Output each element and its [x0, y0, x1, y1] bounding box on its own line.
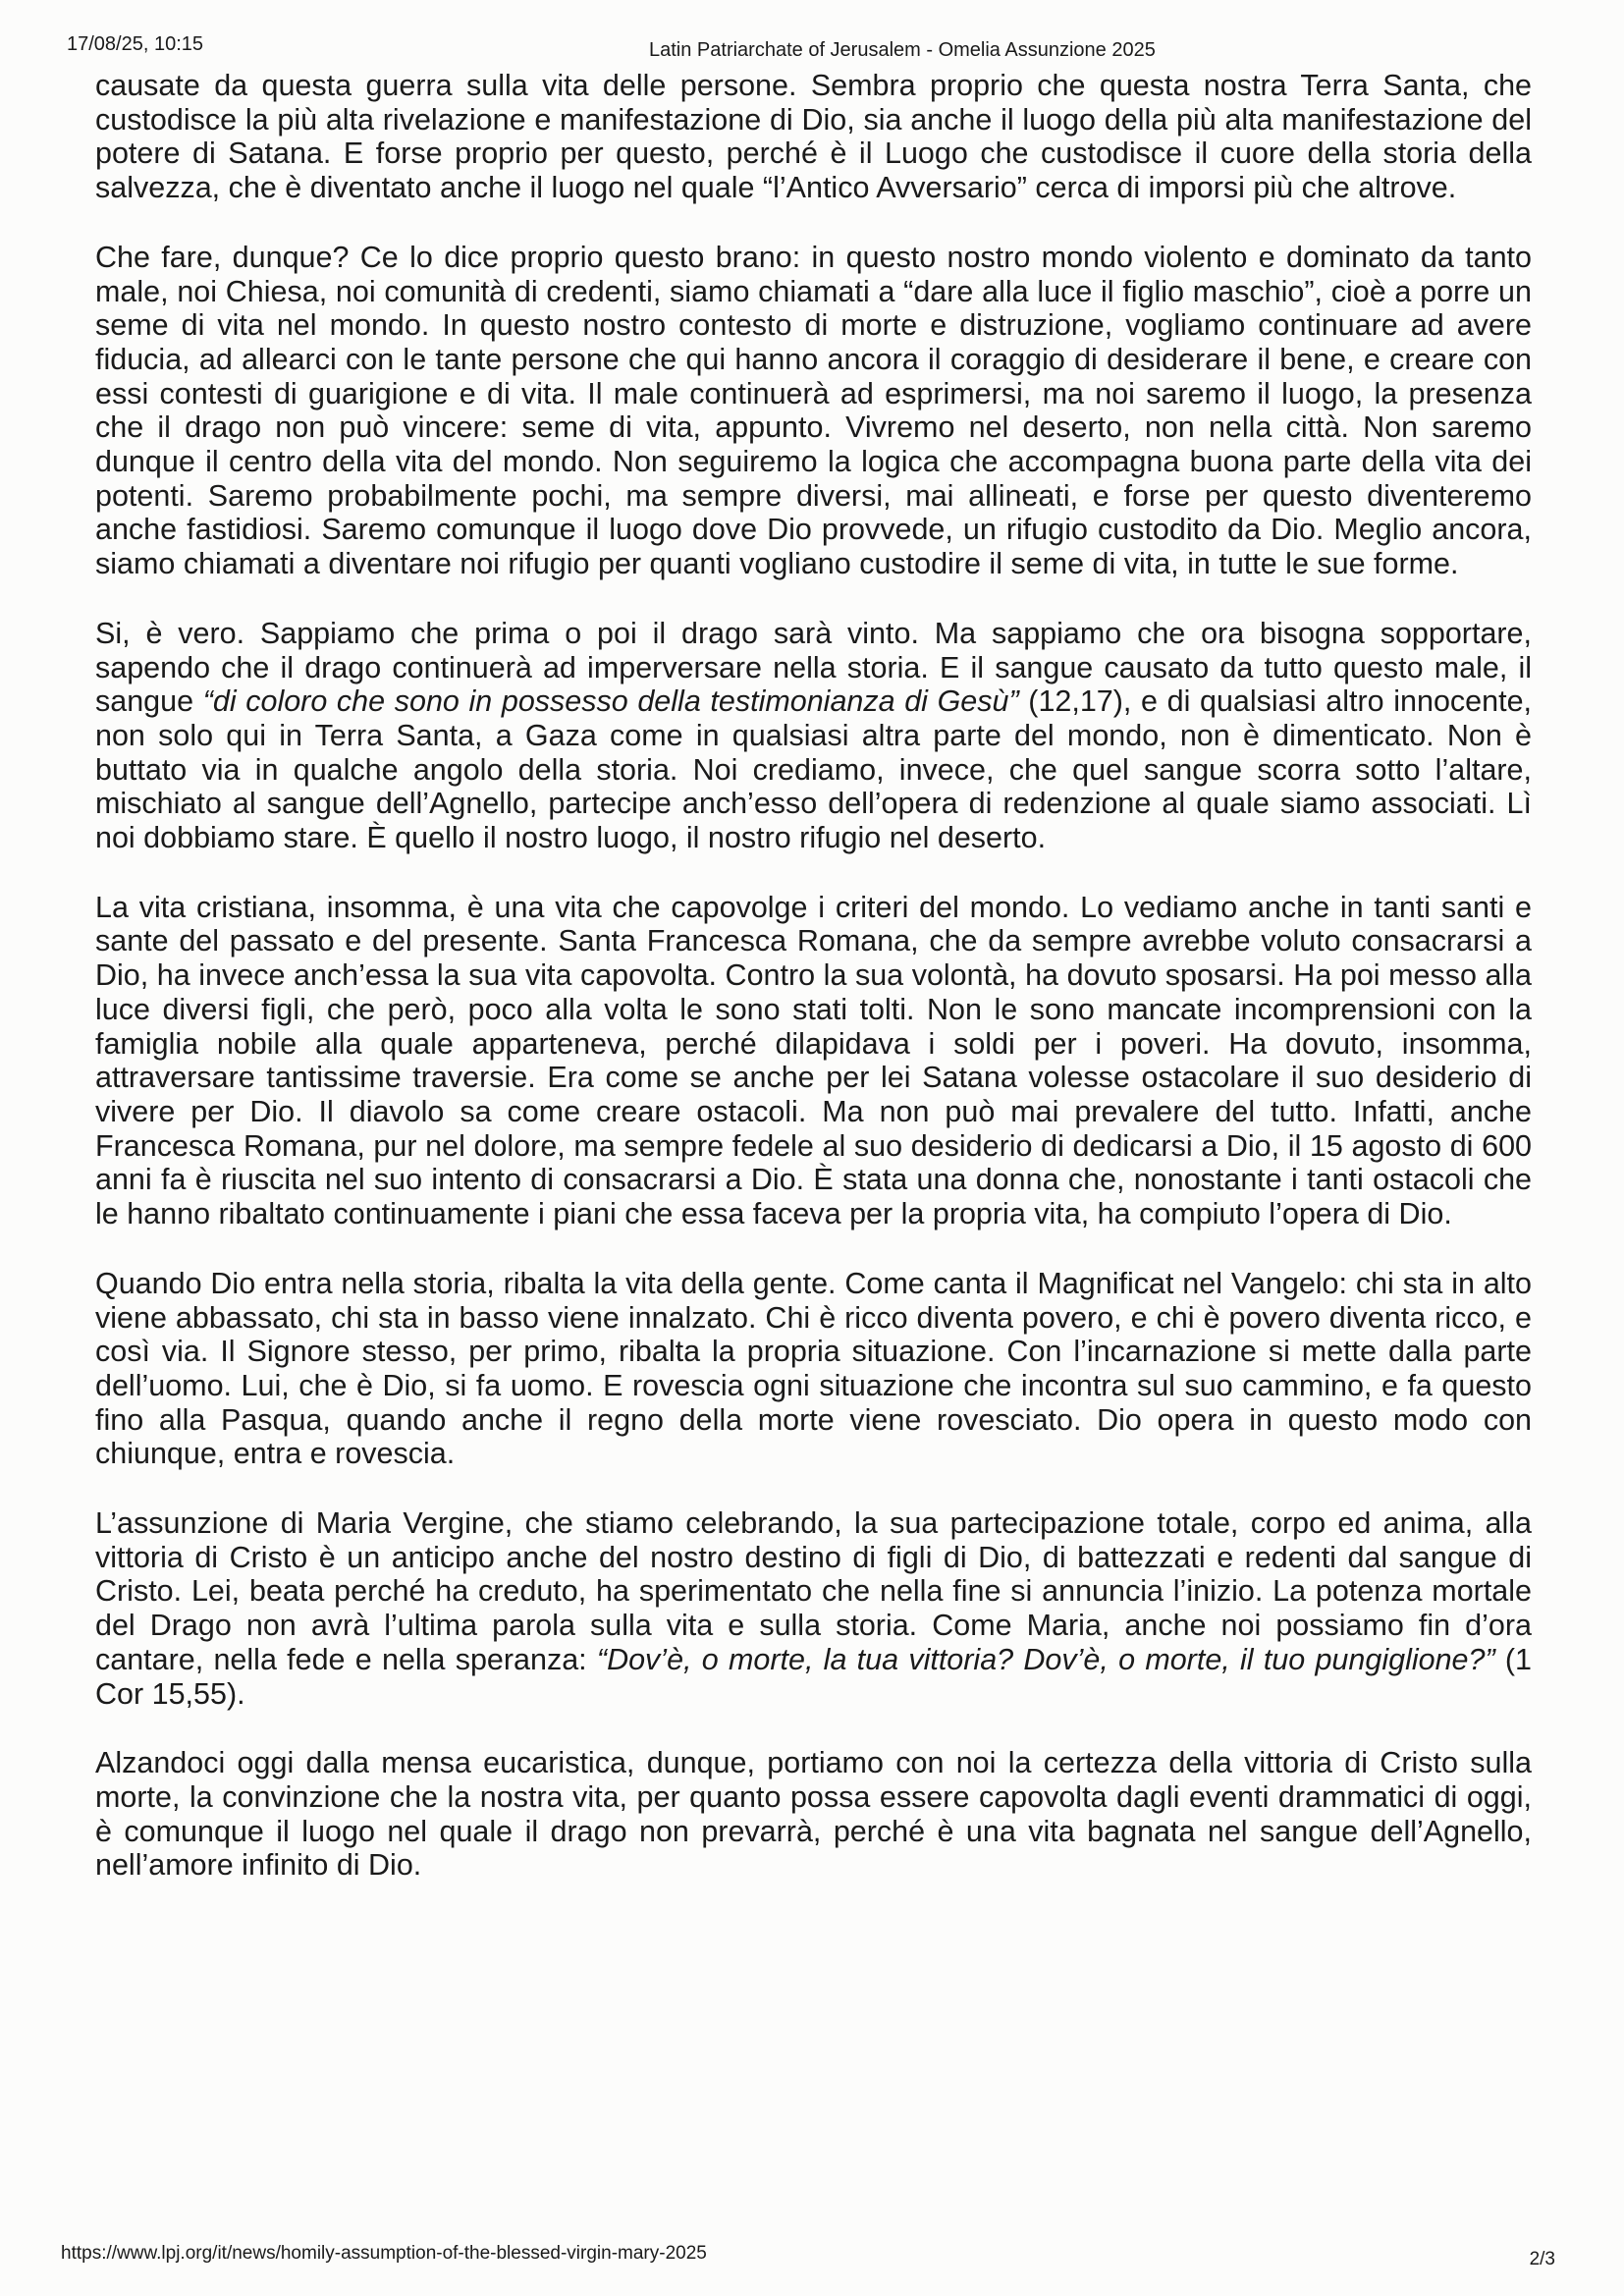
paragraph — [95, 1746, 1532, 1883]
paragraph — [95, 617, 1532, 855]
text-run: L’assunzione di Maria Vergine, che stiamo celebrando, la sua partecipazione totale, corpo ed anima, alla vittoria di Cristo è un anticipo anche del nostro destino di figli di Dio, di battezzati e redenti dal sangue di Cristo. Lei, beata perché ha creduto, ha sperimentato che nella fine si annuncia l’inizio. La potenza mortale del Drago non avrà l’ultima parola sulla vita e sulla storia. Come Maria, anche noi possiamo fin d’ora cantare, nella fede e nella speranza: — [95, 1506, 1532, 1676]
text-run: Si, è vero. Sappiamo che prima o poi il drago sarà vinto. Ma sappiamo che ora bisogna sopportare, sapendo che il drago continuerà ad imperversare nella storia. E il sangue causato da tutto questo male, il sangue — [95, 616, 1532, 719]
source-url: https://www.lpj.org/it/news/homily-assumption-of-the-blessed-virgin-mary-2025 — [61, 2243, 707, 2264]
scripture-quote: “di coloro che sono in possesso della testimonianza di Gesù” — [202, 684, 1019, 719]
paragraph — [95, 1267, 1532, 1471]
print-datetime: 17/08/25, 10:15 — [67, 33, 204, 55]
print-header — [67, 33, 1557, 63]
paragraph — [95, 1506, 1532, 1711]
text-run: Alzandoci oggi dalla mensa eucaristica, dunque, portiamo con noi la certezza della vittoria di Cristo sulla morte, la convinzione che la nostra vita, per quanto possa essere capovolta dagli eventi drammatici di oggi, è comunque il luogo nel quale il drago non prevarrà, perché è una vita bagnata nel sangue dell’Agnello, nell’amore infinito di Dio. — [95, 1746, 1532, 1883]
text-run: Che fare, dunque? Ce lo dice proprio questo brano: in questo nostro mondo violento e dominato da tanto male, noi Chiesa, noi comunità di credenti, siamo chiamati a “dare alla luce il figlio maschio”, cioè a porre un seme di vita nel mondo. In questo nostro contesto di morte e distruzione, vogliamo continuare ad avere fiducia, ad allearci con le tante persone che qui hanno ancora il coraggio di desiderare il bene, e creare con essi contesti di guarigione e di vita. Il male continuerà ad esprimersi, ma noi saremo il luogo, la presenza che il drago non può vincere: seme di vita, appunto. Vivremo nel deserto, non nella città. Non saremo dunque il centro della vita del mondo. Non seguiremo la logica che accompagna buona parte della vita dei potenti. Saremo probabilmente pochi, ma sempre diversi, mai allineati, e forse per questo diventeremo anche fastidiosi. Saremo comunque il luogo dove Dio provvede, un rifugio custodito da Dio. Meglio ancora, siamo chiamati a diventare noi rifugio per quanti vogliano custodire il seme di vita, in tutte le sue forme. — [95, 240, 1532, 581]
print-footer — [61, 2243, 1555, 2272]
paragraph — [95, 241, 1532, 581]
text-run: causate da questa guerra sulla vita delle persone. Sembra proprio che questa nostra Terra Santa, che custodisce la più alta rivelazione e manifestazione di Dio, sia anche il luogo della più alta manifestazione del potere di Satana. E forse proprio per questo, perché è il Luogo che custodisce il cuore della storia della salvezza, che è diventato anche il luogo nel quale “l’Antico Avversario” cerca di imporsi più che altrove. — [95, 69, 1532, 205]
print-title: Latin Patriarchate of Jerusalem - Omelia Assunzione 2025 — [649, 39, 1156, 61]
paragraph — [95, 69, 1532, 205]
scripture-quote: “Dov’è, o morte, la tua vittoria? Dov’è, o morte, il tuo pungiglione?” — [596, 1642, 1495, 1676]
text-run: (1 Cor 15,55). — [95, 1642, 1533, 1711]
text-run: Quando Dio entra nella storia, ribalta la vita della gente. Come canta il Magnificat nel Vangelo: chi sta in alto viene abbassato, chi sta in basso viene innalzato. Chi è ricco diventa povero, e chi è povero diventa ricco, e così via. Il Signore stesso, per primo, ribalta la propria situazione. Con l’incarnazione si mette dalla parte dell’uomo. Lui, che è Dio, si fa uomo. E rovescia ogni situazione che incontra sul suo cammino, e fa questo fino alla Pasqua, quando anche il regno della morte viene rovesciato. Dio opera in questo modo con chiunque, entra e rovescia. — [95, 1266, 1532, 1471]
page-number: 2/3 — [1529, 2249, 1555, 2269]
paragraph — [95, 891, 1532, 1231]
text-run: La vita cristiana, insomma, è una vita che capovolge i criteri del mondo. Lo vediamo anche in tanti santi e sante del passato e del presente. Santa Francesca Romana, che da sempre avrebbe voluto consacrarsi a Dio, ha invece anch’essa la sua vita capovolta. Contro la sua volontà, ha dovuto sposarsi. Ha poi messo alla luce diversi figli, che però, poco alla volta le sono stati tolti. Non le sono mancate incomprensioni con la famiglia nobile alla quale apparteneva, perché dilapidava i soldi per i poveri. Ha dovuto, insomma, attraversare tantissime traversie. Era come se anche per lei Satana volesse ostacolare il suo desiderio di vivere per Dio. Il diavolo sa come creare ostacoli. Ma non può mai prevalere del tutto. Infatti, anche Francesca Romana, pur nel dolore, ma sempre fedele al suo desiderio di dedicarsi a Dio, il 15 agosto di 600 anni fa è riuscita nel suo intento di consacrarsi a Dio. È stata una donna che, nonostante i tanti ostacoli che le hanno ribaltato continuamente i piani che essa faceva per la propria vita, ha compiuto l’opera di Dio. — [95, 890, 1532, 1231]
homily-text — [95, 69, 1532, 1883]
text-run: (12,17), e di qualsiasi altro innocente, non solo qui in Terra Santa, a Gaza come in qualsiasi altra parte del mondo, non è dimenticato. Non è buttato via in qualche angolo della storia. Noi crediamo, invece, che quel sangue scorra sotto l’altare, mischiato al sangue dell’Agnello, partecipe anch’esso dell’opera di redenzione al quale siamo associati. Lì noi dobbiamo stare. È quello il nostro luogo, il nostro rifugio nel deserto. — [95, 684, 1532, 855]
